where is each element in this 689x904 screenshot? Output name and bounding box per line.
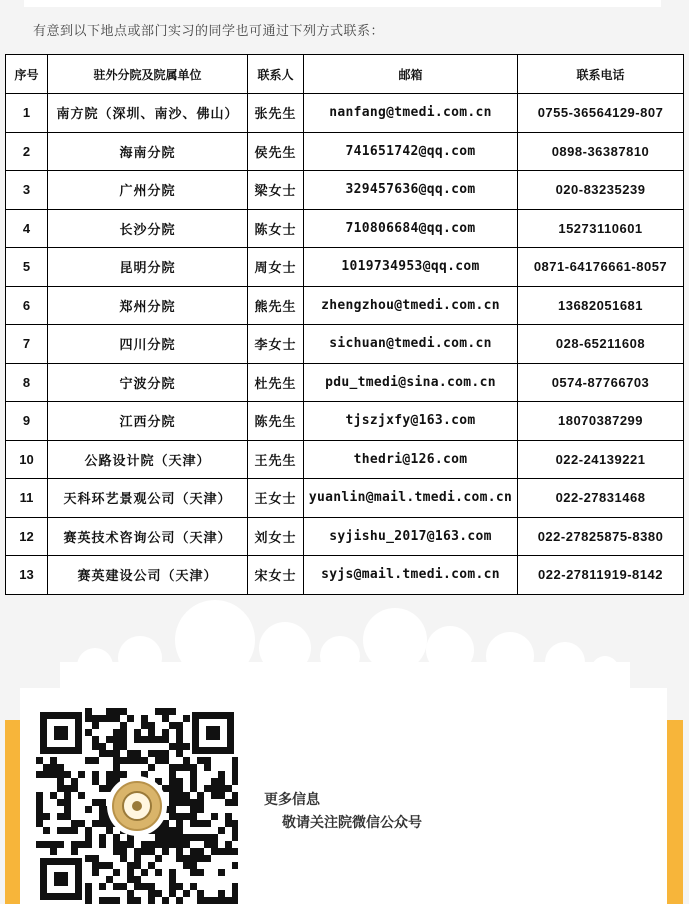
cell-person: 熊先生	[248, 286, 304, 325]
cell-person: 王女士	[248, 479, 304, 518]
cell-email: 710806684@qq.com	[304, 209, 518, 248]
cell-phone: 0574-87766703	[518, 363, 684, 402]
table-row	[6, 440, 684, 479]
accent-bar-left	[5, 720, 20, 904]
contacts-table	[5, 54, 684, 595]
cell-email: 329457636@qq.com	[304, 171, 518, 210]
cell-phone: 0898-36387810	[518, 132, 684, 171]
cell-index: 7	[6, 325, 48, 364]
cell-person: 王先生	[248, 440, 304, 479]
table-row	[6, 132, 684, 171]
cell-phone: 13682051681	[518, 286, 684, 325]
cell-unit: 长沙分院	[48, 209, 248, 248]
cell-index: 3	[6, 171, 48, 210]
cell-phone: 18070387299	[518, 402, 684, 441]
cell-unit: 海南分院	[48, 132, 248, 171]
header-contact: 联系人	[248, 55, 304, 94]
cell-unit: 赛英建设公司（天津）	[48, 556, 248, 595]
table-row	[6, 363, 684, 402]
cell-unit: 四川分院	[48, 325, 248, 364]
cell-index: 4	[6, 209, 48, 248]
header-index: 序号	[6, 55, 48, 94]
cell-unit: 郑州分院	[48, 286, 248, 325]
cell-phone: 0871-64176661-8057	[518, 248, 684, 287]
cell-person: 杜先生	[248, 363, 304, 402]
cell-phone: 028-65211608	[518, 325, 684, 364]
table-row	[6, 171, 684, 210]
cell-email: syjs@mail.tmedi.com.cn	[304, 556, 518, 595]
cell-phone: 022-27831468	[518, 479, 684, 518]
footer-title: 更多信息	[264, 792, 320, 808]
header-phone: 联系电话	[518, 55, 684, 94]
cell-unit: 天科环艺景观公司（天津）	[48, 479, 248, 518]
table-row	[6, 94, 684, 133]
header-email: 邮箱	[304, 55, 518, 94]
cell-email: tjszjxfy@163.com	[304, 402, 518, 441]
accent-bar-right	[667, 720, 683, 904]
cell-index: 9	[6, 402, 48, 441]
cell-person: 侯先生	[248, 132, 304, 171]
cell-person: 周女士	[248, 248, 304, 287]
header-unit: 驻外分院及院属单位	[48, 55, 248, 94]
cell-person: 陈先生	[248, 402, 304, 441]
cell-index: 2	[6, 132, 48, 171]
cell-unit: 赛英技术咨询公司（天津）	[48, 517, 248, 556]
cell-email: yuanlin@mail.tmedi.com.cn	[304, 479, 518, 518]
cell-email: nanfang@tmedi.com.cn	[304, 94, 518, 133]
cell-unit: 南方院（深圳、南沙、佛山）	[48, 94, 248, 133]
footer-subtitle: 敬请关注院微信公众号	[282, 815, 422, 831]
cell-person: 李女士	[248, 325, 304, 364]
cell-person: 刘女士	[248, 517, 304, 556]
table-row	[6, 479, 684, 518]
cell-person: 陈女士	[248, 209, 304, 248]
cell-email: 1019734953@qq.com	[304, 248, 518, 287]
cell-person: 张先生	[248, 94, 304, 133]
table-row	[6, 517, 684, 556]
cell-unit: 广州分院	[48, 171, 248, 210]
table-row	[6, 209, 684, 248]
cell-unit: 江西分院	[48, 402, 248, 441]
cell-index: 8	[6, 363, 48, 402]
cell-index: 6	[6, 286, 48, 325]
cell-email: syjishu_2017@163.com	[304, 517, 518, 556]
cell-phone: 022-24139221	[518, 440, 684, 479]
cell-index: 11	[6, 479, 48, 518]
cell-phone: 0755-36564129-807	[518, 94, 684, 133]
cell-index: 1	[6, 94, 48, 133]
cell-index: 10	[6, 440, 48, 479]
intro-text: 有意到以下地点或部门实习的同学也可通过下列方式联系：	[33, 24, 385, 39]
cell-index: 5	[6, 248, 48, 287]
qr-code[interactable]	[36, 708, 238, 904]
cell-email: zhengzhou@tmedi.com.cn	[304, 286, 518, 325]
cell-phone: 020-83235239	[518, 171, 684, 210]
cell-email: pdu_tmedi@sina.com.cn	[304, 363, 518, 402]
cell-phone: 022-27811919-8142	[518, 556, 684, 595]
table-row	[6, 325, 684, 364]
cell-unit: 公路设计院（天津）	[48, 440, 248, 479]
cell-person: 宋女士	[248, 556, 304, 595]
top-card	[24, 0, 661, 7]
table-row	[6, 248, 684, 287]
cell-email: 741651742@qq.com	[304, 132, 518, 171]
cell-email: sichuan@tmedi.com.cn	[304, 325, 518, 364]
cell-person: 梁女士	[248, 171, 304, 210]
table-row	[6, 402, 684, 441]
cell-unit: 宁波分院	[48, 363, 248, 402]
cell-index: 12	[6, 517, 48, 556]
cell-phone: 022-27825875-8380	[518, 517, 684, 556]
table-header-row	[6, 55, 684, 94]
cell-index: 13	[6, 556, 48, 595]
cell-unit: 昆明分院	[48, 248, 248, 287]
table-row	[6, 556, 684, 595]
cell-phone: 15273110601	[518, 209, 684, 248]
cell-email: thedri@126.com	[304, 440, 518, 479]
table-row	[6, 286, 684, 325]
